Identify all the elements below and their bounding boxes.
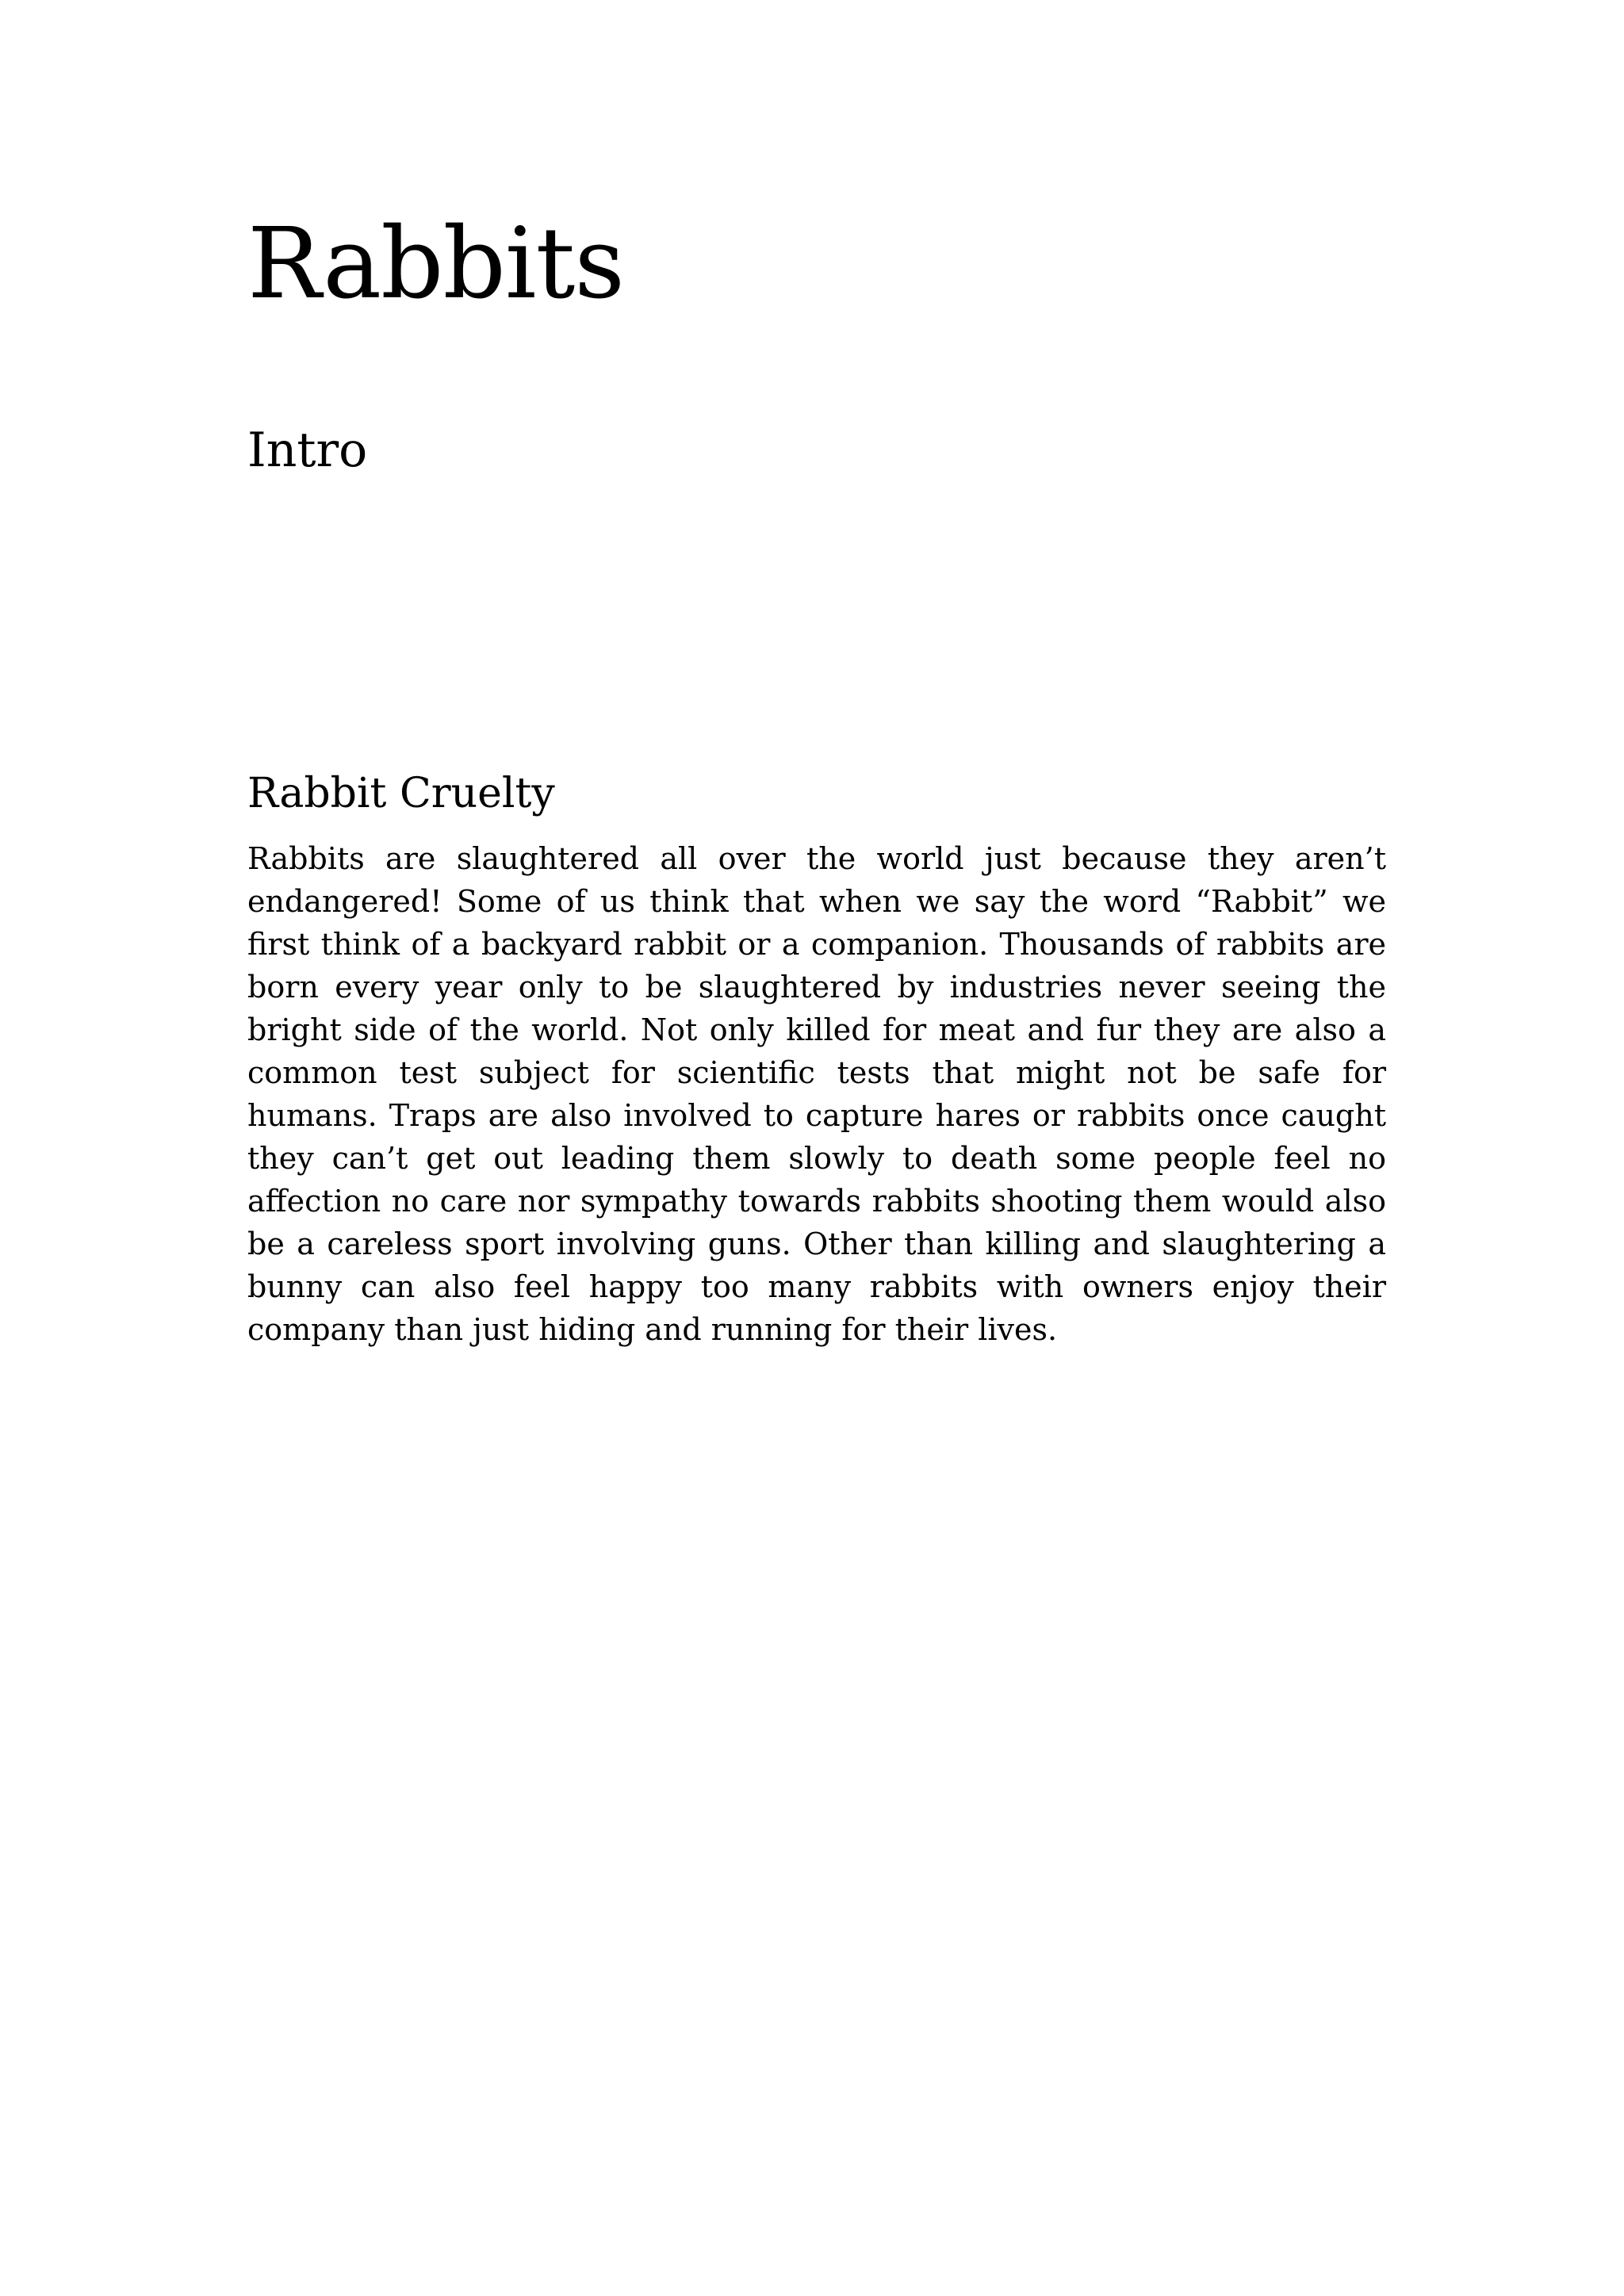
section-heading-rabbit-cruelty: Rabbit Cruelty <box>247 770 555 817</box>
section-heading-intro: Intro <box>247 423 368 478</box>
document-title: Rabbits <box>247 207 625 321</box>
rabbit-cruelty-paragraph: Rabbits are slaughtered all over the world just because they aren’t endangered! Some of us think that when we say the word “Rabbit” we first think of a backyard rabbit or a companion. Thousands of rabbits are born every year only to be slaughtered by industries never seeing the bright side of the world. Not only killed for meat and fur they are also a common test subject for scientific tests that might not be safe for humans. Traps are also involved to capture hares or rabbits once caught they can’t get out leading them slowly to death some people feel no affection no care nor sympathy towards rabbits shooting them would also be a careless sport involving guns. Other than killing and slaughtering a bunny can also feel happy too many rabbits with owners enjoy their company than just hiding and running for their lives. <box>247 841 1386 1347</box>
